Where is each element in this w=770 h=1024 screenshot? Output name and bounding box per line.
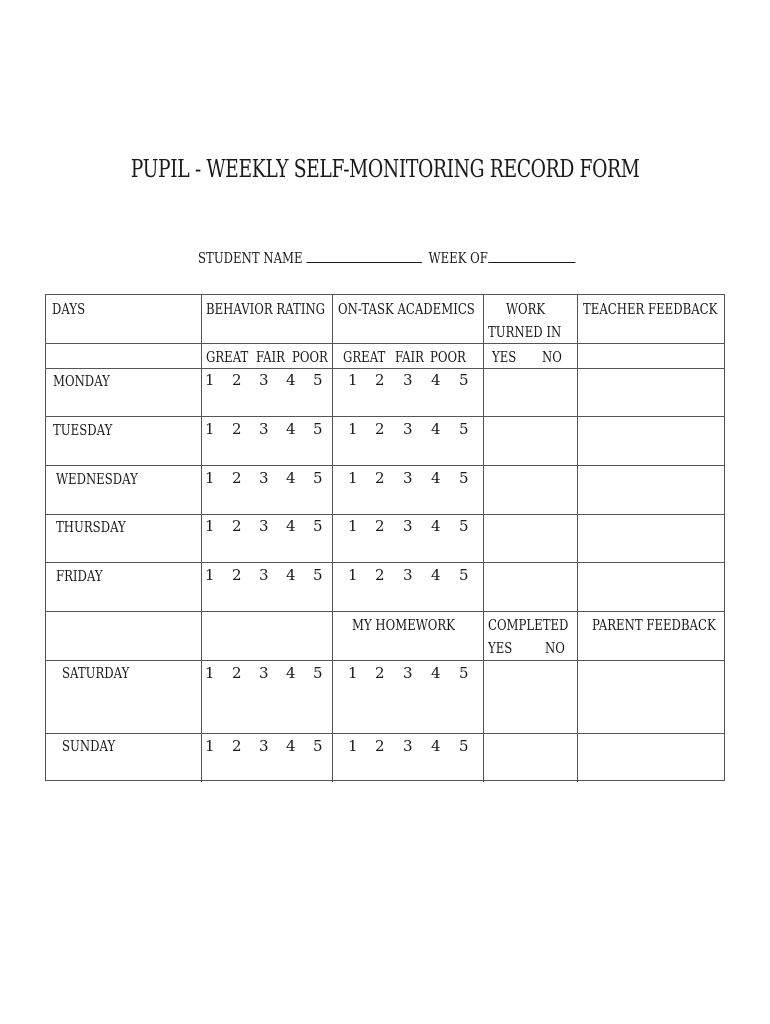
behavior-fair-label: FAIR (256, 348, 285, 366)
academics-great-label: GREAT (343, 348, 386, 366)
column-divider (577, 295, 578, 782)
days-header: DAYS (52, 300, 86, 318)
behavior-rating-4[interactable]: 4 (286, 469, 296, 487)
completed-header: COMPLETED (488, 616, 569, 634)
academics-rating-5[interactable]: 5 (459, 517, 469, 535)
behavior-rating-header: BEHAVIOR RATING (206, 300, 326, 318)
behavior-rating-2[interactable]: 2 (232, 371, 242, 389)
day-label-monday: MONDAY (53, 372, 110, 390)
academics-rating-5[interactable]: 5 (459, 664, 469, 682)
academics-rating-4[interactable]: 4 (431, 737, 441, 755)
academics-rating-3[interactable]: 3 (403, 566, 413, 584)
academics-rating-2[interactable]: 2 (375, 420, 385, 438)
column-divider (201, 295, 202, 782)
academics-rating-5[interactable]: 5 (459, 420, 469, 438)
behavior-rating-1[interactable]: 1 (205, 566, 215, 584)
behavior-rating-1[interactable]: 1 (205, 371, 215, 389)
monitoring-table (45, 294, 725, 781)
academics-rating-2[interactable]: 2 (375, 566, 385, 584)
behavior-great-label: GREAT (206, 348, 249, 366)
academics-rating-4[interactable]: 4 (431, 371, 441, 389)
behavior-rating-4[interactable]: 4 (286, 737, 296, 755)
academics-rating-4[interactable]: 4 (431, 566, 441, 584)
table-divider (46, 562, 724, 563)
academics-rating-2[interactable]: 2 (375, 469, 385, 487)
behavior-rating-4[interactable]: 4 (286, 517, 296, 535)
work-yes-label: YES (492, 348, 517, 366)
behavior-rating-3[interactable]: 3 (259, 664, 269, 682)
academics-rating-3[interactable]: 3 (403, 469, 413, 487)
table-divider (46, 416, 724, 417)
academics-rating-2[interactable]: 2 (375, 371, 385, 389)
academics-rating-4[interactable]: 4 (431, 469, 441, 487)
behavior-rating-1[interactable]: 1 (205, 664, 215, 682)
day-label-wednesday: WEDNESDAY (56, 470, 138, 488)
academics-fair-label: FAIR (395, 348, 424, 366)
behavior-rating-5[interactable]: 5 (313, 469, 323, 487)
academics-rating-4[interactable]: 4 (431, 664, 441, 682)
table-divider (46, 343, 724, 344)
behavior-poor-label: POOR (292, 348, 328, 366)
behavior-rating-2[interactable]: 2 (232, 737, 242, 755)
academics-rating-1[interactable]: 1 (348, 469, 358, 487)
behavior-rating-4[interactable]: 4 (286, 420, 296, 438)
on-task-academics-header: ON-TASK ACADEMICS (338, 300, 475, 318)
behavior-rating-1[interactable]: 1 (205, 737, 215, 755)
academics-rating-2[interactable]: 2 (375, 664, 385, 682)
academics-rating-4[interactable]: 4 (431, 420, 441, 438)
behavior-rating-3[interactable]: 3 (259, 566, 269, 584)
behavior-rating-5[interactable]: 5 (313, 566, 323, 584)
academics-rating-2[interactable]: 2 (375, 737, 385, 755)
table-divider (46, 514, 724, 515)
day-label-tuesday: TUESDAY (53, 421, 113, 439)
behavior-rating-2[interactable]: 2 (232, 566, 242, 584)
behavior-rating-5[interactable]: 5 (313, 517, 323, 535)
academics-rating-3[interactable]: 3 (403, 737, 413, 755)
day-label-friday: FRIDAY (56, 567, 103, 585)
academics-rating-1[interactable]: 1 (348, 517, 358, 535)
behavior-rating-3[interactable]: 3 (259, 737, 269, 755)
academics-rating-1[interactable]: 1 (348, 664, 358, 682)
behavior-rating-4[interactable]: 4 (286, 566, 296, 584)
behavior-rating-1[interactable]: 1 (205, 469, 215, 487)
day-label-thursday: THURSDAY (56, 518, 126, 536)
work-header: WORK (506, 300, 546, 318)
work-no-label: NO (542, 348, 562, 366)
behavior-rating-2[interactable]: 2 (232, 517, 242, 535)
behavior-rating-2[interactable]: 2 (232, 469, 242, 487)
student-name-field[interactable] (306, 248, 421, 263)
teacher-feedback-header: TEACHER FEEDBACK (583, 300, 718, 318)
table-divider (46, 660, 724, 661)
academics-rating-3[interactable]: 3 (403, 517, 413, 535)
academics-rating-5[interactable]: 5 (459, 737, 469, 755)
behavior-rating-5[interactable]: 5 (313, 420, 323, 438)
academics-rating-5[interactable]: 5 (459, 371, 469, 389)
academics-rating-3[interactable]: 3 (403, 664, 413, 682)
student-name-label: STUDENT NAME (198, 249, 303, 267)
academics-rating-1[interactable]: 1 (348, 420, 358, 438)
completed-yes-label: YES (488, 639, 513, 657)
academics-rating-1[interactable]: 1 (348, 371, 358, 389)
academics-rating-4[interactable]: 4 (431, 517, 441, 535)
behavior-rating-3[interactable]: 3 (259, 469, 269, 487)
behavior-rating-3[interactable]: 3 (259, 371, 269, 389)
student-info-line (198, 248, 682, 267)
academics-rating-3[interactable]: 3 (403, 420, 413, 438)
behavior-rating-1[interactable]: 1 (205, 517, 215, 535)
academics-poor-label: POOR (430, 348, 466, 366)
academics-rating-5[interactable]: 5 (459, 566, 469, 584)
behavior-rating-2[interactable]: 2 (232, 420, 242, 438)
behavior-rating-3[interactable]: 3 (259, 420, 269, 438)
day-label-saturday: SATURDAY (62, 664, 130, 682)
behavior-rating-5[interactable]: 5 (313, 664, 323, 682)
behavior-rating-5[interactable]: 5 (313, 371, 323, 389)
week-of-label: WEEK OF (428, 249, 488, 267)
academics-rating-5[interactable]: 5 (459, 469, 469, 487)
academics-rating-3[interactable]: 3 (403, 371, 413, 389)
behavior-rating-5[interactable]: 5 (313, 737, 323, 755)
behavior-rating-2[interactable]: 2 (232, 664, 242, 682)
day-label-sunday: SUNDAY (62, 737, 116, 755)
parent-feedback-header: PARENT FEEDBACK (592, 616, 716, 634)
academics-rating-1[interactable]: 1 (348, 566, 358, 584)
turned-in-header: TURNED IN (488, 323, 562, 341)
behavior-rating-1[interactable]: 1 (205, 420, 215, 438)
form-title: PUPIL - WEEKLY SELF-MONITORING RECORD FORM (130, 155, 640, 183)
behavior-rating-4[interactable]: 4 (286, 664, 296, 682)
completed-no-label: NO (545, 639, 565, 657)
table-divider (46, 611, 724, 612)
week-of-field[interactable] (488, 248, 575, 263)
behavior-rating-4[interactable]: 4 (286, 371, 296, 389)
my-homework-header: MY HOMEWORK (352, 616, 455, 634)
column-divider (332, 295, 333, 782)
table-divider (46, 368, 724, 369)
behavior-rating-3[interactable]: 3 (259, 517, 269, 535)
column-divider (483, 295, 484, 782)
academics-rating-1[interactable]: 1 (348, 737, 358, 755)
academics-rating-2[interactable]: 2 (375, 517, 385, 535)
table-divider (46, 465, 724, 466)
table-divider (46, 733, 724, 734)
